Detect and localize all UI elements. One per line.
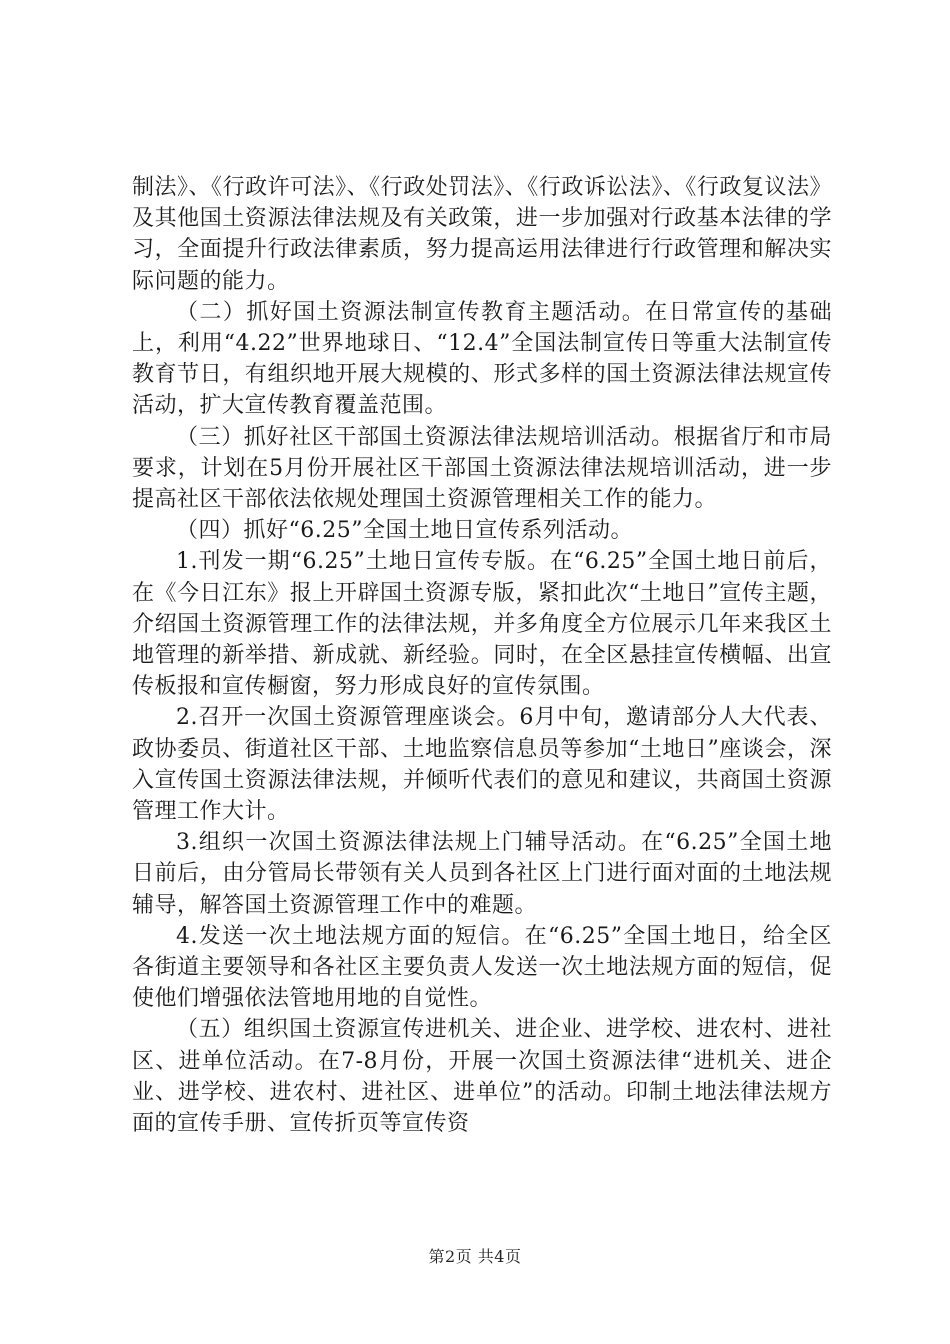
paragraph-item-1: 1.刊发一期“6.25”土地日宣传专版。在“6.25”全国土地日前后，在《今日江东》报上开辟国土资源专版，紧扣此次“土地日”宣传主题，介绍国土资源管理工作的法律法规，并多角度全方位展示几年来我区土地管理的新举措、新成就、新经验。同时，在全区悬挂宣传横幅、出宣传板报和宣传橱窗，努力形成良好的宣传氛围。	[132, 549, 832, 700]
page-number-footer: 第2页 共4页	[428, 1247, 522, 1266]
paragraph-section-5: （五）组织国土资源宣传进机关、进企业、进学校、进农村、进社区、进单位活动。在7-8月份，开展一次国土资源法律“进机关、进企业、进学校、进农村、进社区、进单位”的活动。印制土地法律法规方面的宣传手册、宣传折页等宣传资	[132, 1017, 832, 1137]
paragraph-section-4: （四）抓好“6.25”全国土地日宣传系列活动。	[176, 518, 633, 544]
paragraph-item-2: 2.召开一次国土资源管理座谈会。6月中旬，邀请部分人大代表、政协委员、街道社区干部、土地监察信息员等参加“土地日”座谈会，深入宣传国土资源法律法规，并倾听代表们的意见和建议，共商国土资源管理工作大计。	[132, 705, 832, 825]
paragraph-continuation: 制法》、《行政许可法》、《行政处罚法》、《行政诉讼法》、《行政复议法》及其他国土资源法律法规及有关政策，进一步加强对行政基本法律的学习，全面提升行政法律素质，努力提高运用法律进行行政管理和解决实际问题的能力。	[132, 175, 832, 294]
paragraph-section-3: （三）抓好社区干部国土资源法律法规培训活动。根据省厅和市局要求，计划在5月份开展社区干部国土资源法律法规培训活动，进一步提高社区干部依法依规处理国土资源管理相关工作的能力。	[132, 424, 832, 513]
paragraph-item-4: 4.发送一次土地法规方面的短信。在“6.25”全国土地日，给全区各街道主要领导和各社区主要负责人发送一次土地法规方面的短信，促使他们增强依法管地用地的自觉性。	[132, 923, 832, 1012]
paragraph-item-3: 3.组织一次国土资源法律法规上门辅导活动。在“6.25”全国土地日前后，由分管局长带领有关人员到各社区上门进行面对面的土地法规辅导，解答国土资源管理工作中的难题。	[132, 830, 832, 918]
paragraph-section-2: （二）抓好国土资源法制宣传教育主题活动。在日常宣传的基础上，利用“4.22”世界地球日、“12.4”全国法制宣传日等重大法制宣传教育节日，有组织地开展大规模的、形式多样的国土资源法律法规宣传活动，扩大宣传教育覆盖范围。	[132, 299, 832, 419]
document-body	[132, 172, 832, 1139]
